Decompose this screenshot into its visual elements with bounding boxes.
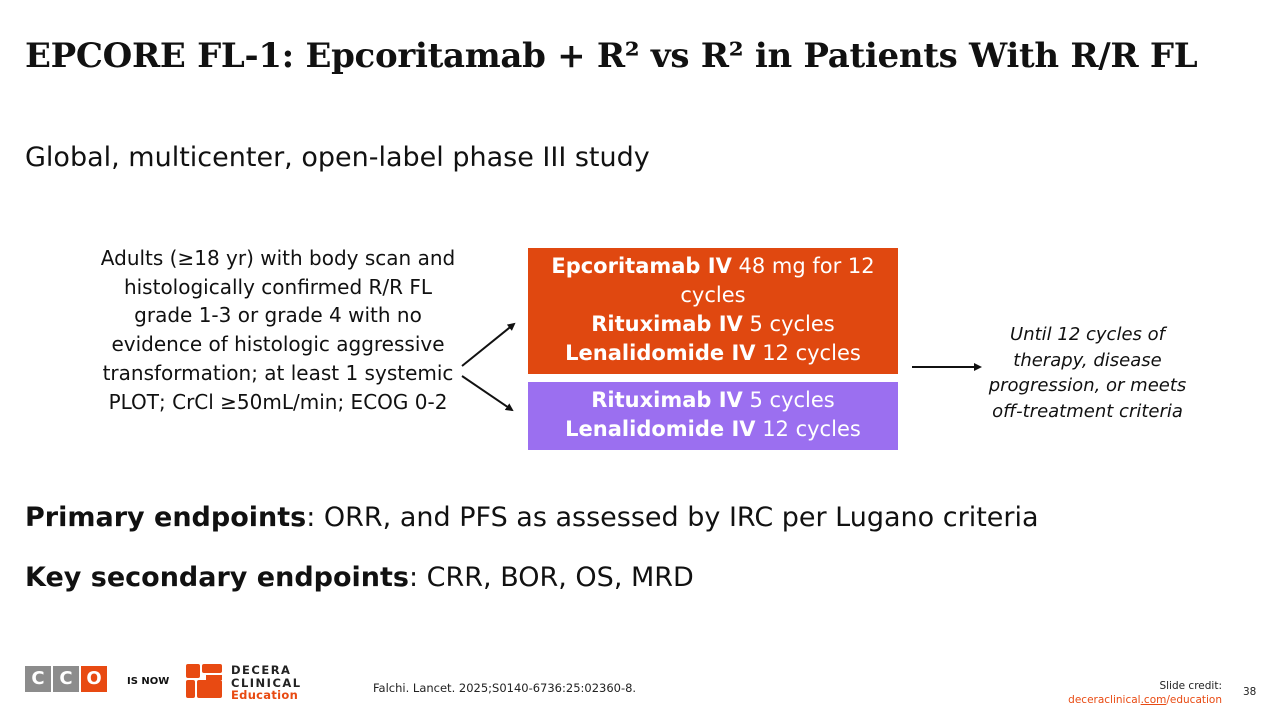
decera-logo-icon: [186, 664, 222, 698]
secondary-endpoints-text: : CRR, BOR, OS, MRD: [408, 562, 694, 593]
is-now-label: IS NOW: [127, 676, 170, 687]
arm-epcoritamab-r2: [528, 248, 898, 374]
arrow-to-arm-a: [462, 324, 514, 366]
slide-credit-label: Slide credit:: [1159, 680, 1222, 692]
arm-b-line-1: Rituximab IV 5 cycles: [591, 388, 835, 412]
primary-endpoints-text: : ORR, and PFS as assessed by IRC per Lugano criteria: [306, 502, 1039, 533]
eligibility-criteria: Adults (≥18 yr) with body scan and histologically confirmed R/R FL grade 1-3 or grade 4 with no evidence of histologic aggressive transformation; at least 1 systemic PLOT; CrCl ≥50mL/min; ECOG 0-2: [100, 246, 456, 414]
slide-credit: [1068, 679, 1222, 707]
arrow-to-arm-b: [462, 376, 512, 410]
arm-b-line-2: Lenalidomide IV 12 cycles: [565, 417, 861, 441]
cco-logo-letter-o: O: [81, 666, 107, 692]
cco-logo-letter-c2: C: [53, 666, 79, 692]
cco-logo-letter-c1: C: [25, 666, 51, 692]
primary-endpoints-label: Primary endpoints: [25, 502, 307, 533]
slide-credit-link[interactable]: deceraclinical.com/education: [1068, 694, 1222, 706]
secondary-endpoints-label: Key secondary endpoints: [25, 562, 409, 593]
citation: Falchi. Lancet. 2025;S0140-6736:25:02360-8.: [373, 681, 637, 695]
treatment-duration-note: Until 12 cycles of therapy, disease progression, or meets off-treatment criteria: [988, 324, 1187, 422]
page-number: 38: [1243, 686, 1257, 698]
slide-title: EPCORE FL-1: Epcoritamab + R² vs R² in Patients With R/R FL: [25, 36, 1198, 76]
slide-subtitle: Global, multicenter, open-label phase III study: [25, 142, 650, 173]
arm-r2: [528, 382, 898, 450]
arm-a-line-2: Rituximab IV 5 cycles: [591, 312, 835, 336]
decera-logo-line-1: DECERA: [231, 663, 292, 677]
decera-logo-text: [231, 664, 302, 702]
arm-a-line-3: Lenalidomide IV 12 cycles: [565, 341, 861, 365]
arm-a-line-1: Epcoritamab IV 48 mg for 12 cycles: [551, 254, 875, 307]
decera-logo-line-3: Education: [231, 688, 299, 702]
decera-logo-line-2: CLINICAL: [231, 675, 302, 690]
secondary-endpoints: [25, 560, 694, 596]
primary-endpoints: [25, 500, 1039, 536]
